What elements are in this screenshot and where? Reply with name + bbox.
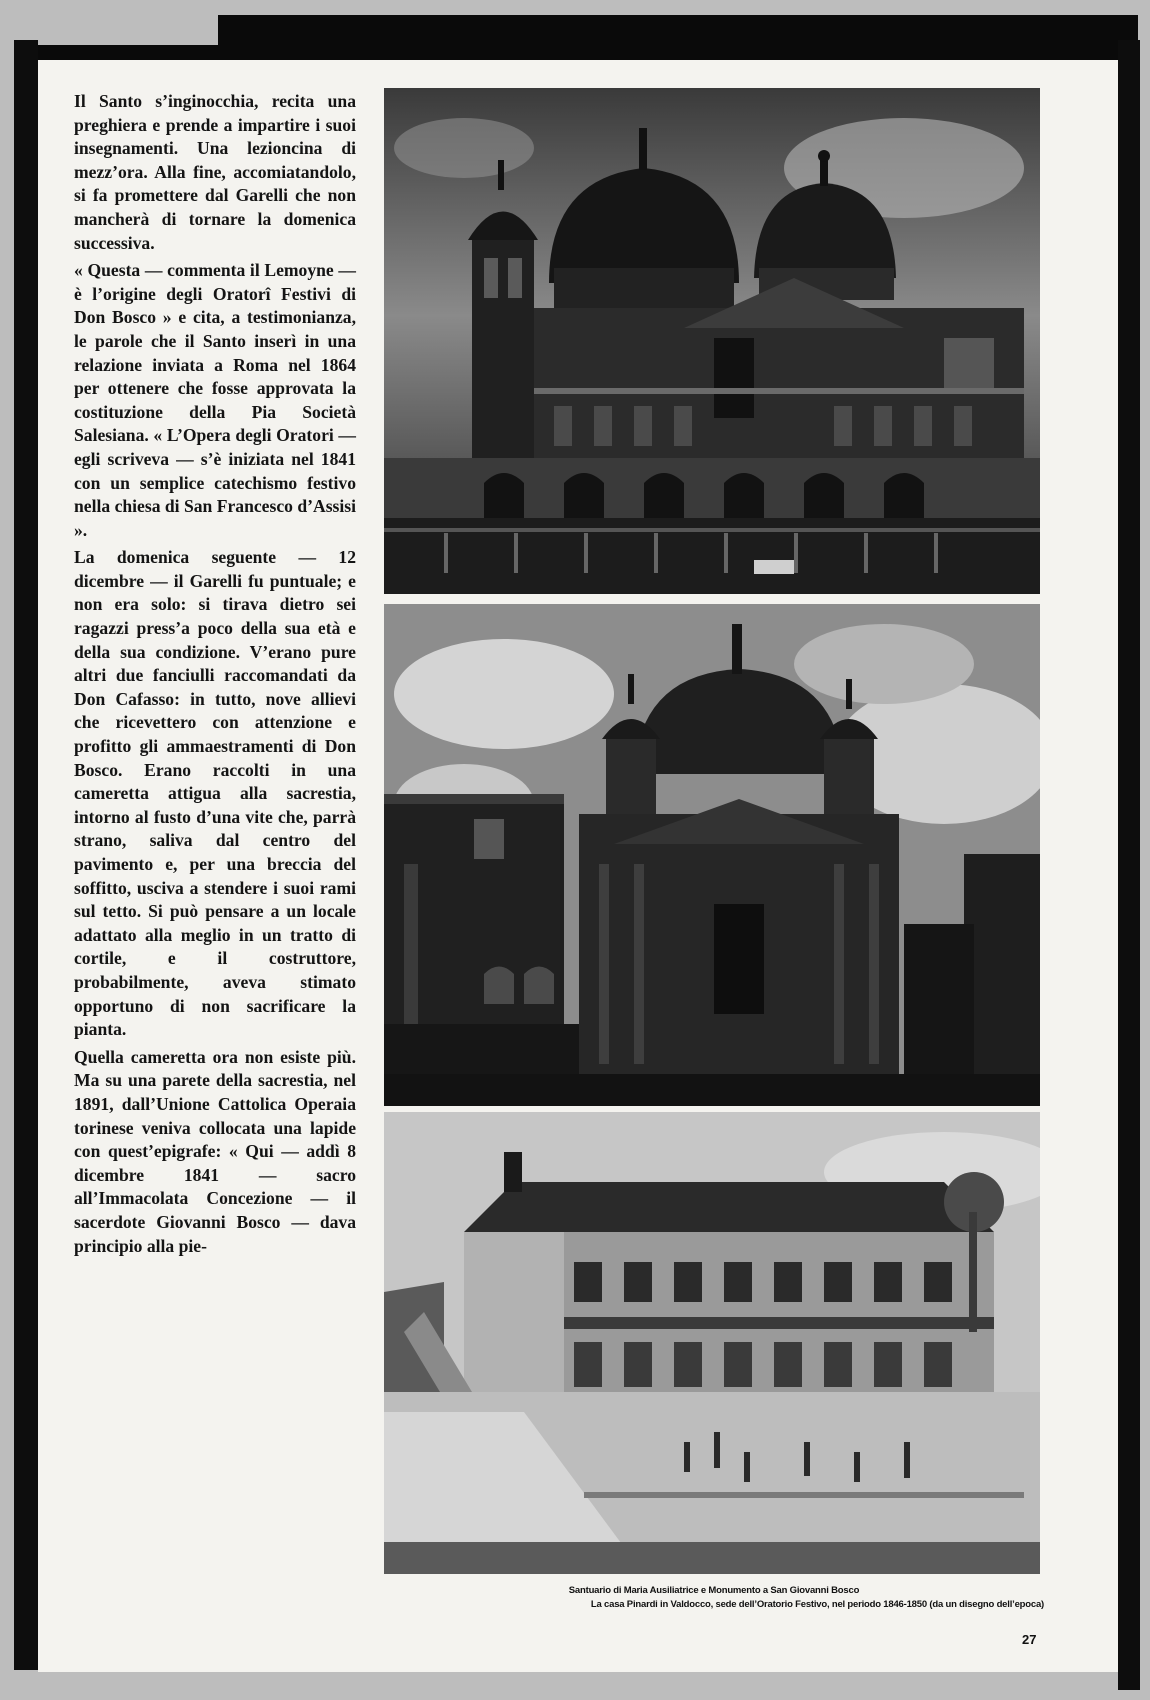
scan-left-edge <box>14 40 38 1670</box>
scan-right-edge <box>1118 40 1140 1690</box>
paragraph-1: Il Santo s’inginocchia, recita una preghiera e prende a impartire i suoi insegnamenti. Una lezioncina di mezz’ora. Alla fine, accomiatandolo, si fa promettere dal Garelli che non mancherà di tornare la domenica successiva. <box>74 91 356 253</box>
article-text-column <box>74 90 356 1260</box>
caption-line-2: La casa Pinardi in Valdocco, sede dell’Oratorio Festivo, nel periodo 1846-1850 (da un disegno dell’epoca) <box>590 1599 1044 1610</box>
paragraph-4: Quella cameretta ora non esiste più. Ma su una parete della sacrestia, nel 1891, dall’Unione Cattolica Operaia torinese veniva collocata una lapide con quest’epigrafe: « Qui — addì 8 dicembre 1841 — sacro all’Immacolata Concezione — il sacerdote Giovanni Bosco — dava principio alla pie- <box>74 1046 356 1256</box>
caption-line-1: Santuario di Maria Ausiliatrice e Monumento a San Giovanni Bosco <box>568 1585 860 1596</box>
photo-caption <box>384 1584 1044 1612</box>
paragraph-3: La domenica seguente — 12 dicembre — il Garelli fu puntuale; e non era solo: si tirava dietro sei ragazzi press’a poco della sua età e della sua condizione. V’erano pure altri due fanciulli raccomandati da Don Cafasso: in tutto, nove allievi che ricevettero con attenzione e profitto gli ammaestramenti di Don Bosco. Erano raccolti in una cameretta attigua alla sacrestia, intorno al fusto d’una vite che, parrà strano, saliva dal centro del pavimento e, per una breccia del soffitto, usciva a stendere i suoi rami sul tetto. Si può pensare a un locale adattato alla meglio in un tratto di cortile, e il costruttore, probabilmente, aveva stimato opportuno di non sacrificare la pianta. <box>74 547 356 1040</box>
page-number: 27 <box>1022 1632 1037 1647</box>
photo-basilica-domes <box>384 88 1040 594</box>
photo-pinardi-house <box>384 1112 1040 1574</box>
paragraph-2: « Questa — commenta il Lemoyne — è l’origine degli Oratorî Festivi di Don Bosco » e cita, a testimonianza, le parole che il Santo inserì in una relazione inviata a Roma nel 1864 per ottenere che fosse approvata la costituzione della Pia Società Salesiana. « L’Opera degli Oratori — egli scriveva — s’è iniziata nel 1841 con un semplice catechismo festivo nella chiesa di San Francesco d’Assisi ». <box>74 260 357 540</box>
photo-church-dome <box>384 604 1040 1106</box>
